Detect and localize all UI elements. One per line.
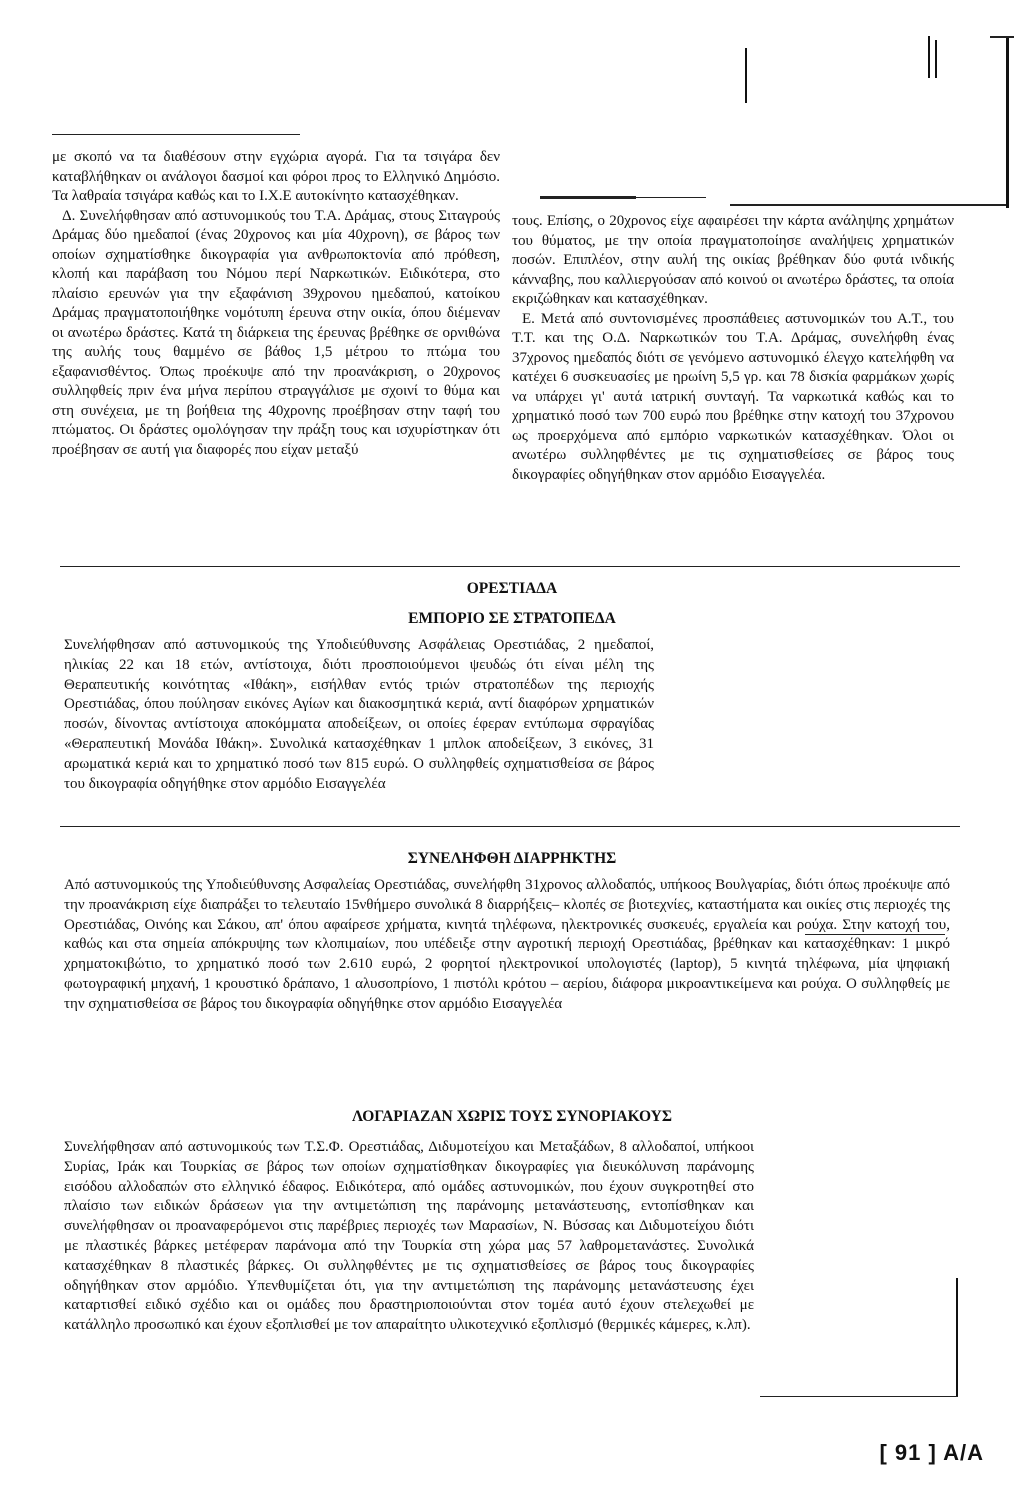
column-rule [636, 197, 706, 198]
section-location: ΟΡΕΣΤΙΑΔΑ [466, 580, 558, 597]
page-number: [ 91 ] [879, 1440, 937, 1465]
section-title: ΣΥΝΕΛΗΦΘΗ ΔΙΑΡΡΗΚΤΗΣ [407, 850, 617, 867]
scan-mark [956, 1278, 958, 1396]
scan-mark [990, 36, 1014, 38]
section-body [64, 1138, 754, 1336]
section-divider [60, 826, 960, 827]
section-title: ΛΟΓΑΡΙΑΖΑΝ ΧΩΡΙΣ ΤΟΥΣ ΣΥΝΟΡΙΑΚΟΥΣ [352, 1108, 672, 1125]
scan-mark [745, 48, 747, 103]
section-text: Συνελήφθησαν από αστυνομικούς των Τ.Σ.Φ. Ορεστιάδας, Διδυμοτείχου και Μεταξάδων, 8 αλλοδαποί, υπήκοοι Συρίας, Ιράκ και Τουρκίας σε βάρος των οποίων σχηματίσθηκαν δικογραφίες για διευκόλυνση παράνομης εισόδου αλλοδαπών στο ελληνικό έδαφος. Ειδικότερα, από ομάδες αστυνομικών, που έχουν συγκροτηθεί στο πλαίσιο των ειδικών δράσεων για την αντιμετώπιση της παράνομης μετανάστευσης, εντοπίσθηκαν και συνελήφθησαν οι προαναφερόμενοι στις παρέβριες περιοχές των Μαρασίων, Ν. Βύσσας και Διδυμοτείχου διότι με πλαστικές βάρκες μετέφεραν παράνομα από την Τουρκία στη χώρα μας 57 λαθρομετανάστες. Συνολικά κατασχέθηκαν 8 πλαστικές βάρκες. Οι συλληφθέντες με τις σχηματισθείσες σε βάρος τους δικογραφίες οδηγήθηκαν στον αρμόδιο. Υπενθυμίζεται ότι, για την αντιμετώπιση της παράνομης μετανάστευσης έχει καταρτισθεί ειδικό σχέδιο και οι ομάδες που δραστηριοποιούνται στον τομέα αυτό έχουν στελεχωθεί με κατάλληλο προσωπικό και έχουν εξοπλισθεί με τον απαραίτητο υλικοτεχνικό εξοπλισμό (θερμικές κάμερες, κ.λπ). [64, 1139, 754, 1334]
section-text: Συνελήφθησαν από αστυνομικούς της Υποδιεύθυνσης Ασφάλειας Ορεστιάδας, 2 ημεδαποί, ηλικίας 22 και 18 ετών, αντίστοιχα, διότι προσποιούμενοι ψευδώς ότι είναι μέλη της Θεραπευτικής κοινότητας «Ιθάκη», εισήλθαν εντός τριών στρατοπέδων της περιοχής Ορεστιάδας, όπου πούλησαν εικόνες Αγίων και διακοσμητικά κεριά, αντί διαφόρων χρηματικών ποσών, δίνοντας αντίστοιχα αποκόμματα αποδείξεων, οι οποίες έφεραν εντύπωμα σφραγίδας «Θεραπευτική Μονάδα Ιθάκη». Συνολικά κατασχέθηκαν 1 μπλοκ αποδείξεων, 3 εικόνες, 31 αρωματικά κεριά και το χρηματικό ποσό των 815 ευρώ. Ο συλληφθείς σχηματισθείσα σε βάρος του δικογραφία οδηγήθηκε στον αρμόδιο Εισαγγελέα [64, 637, 654, 792]
section-divider [60, 566, 960, 567]
right-paragraph: Ε. Μετά από συντονισμένες προσπάθειες αστυνομικών του Α.Τ., του Τ.Τ. και της Ο.Δ. Ναρκωτικών του Τ.Α. Δράμας, συνελήφθη ένας 37χρονος ημεδαπός διότι σε γενόμενο αστυνομικό έλεγχο κατελήφθη να κατέχει 6 συσκευασίες με ηρωίνη 5,5 γρ. και 78 δισκία φαρμάκων χωρίς να υπάρχει γι' αυτά ιατρική συνταγή. Τα ναρκωτικά καθώς και το χρηματικό ποσό των 700 ευρώ που βρέθηκε στην κατοχή του 37χρονου ως προερχόμενα από εμπόριο ναρκωτικών κατασχέθηκαν. Όλοι οι ανωτέρω συλληφθέντες με τις σχηματισθείσες σε βάρος τους δικογραφίες οδηγήθηκαν στον αρμόδιο Εισαγγελέα. [512, 310, 954, 483]
left-column [52, 148, 500, 460]
column-rule [730, 204, 1006, 206]
left-paragraph: Δ. Συνελήφθησαν από αστυνομικούς του Τ.Α. Δράμας, στους Σιταγρούς Δράμας δύο ημεδαποί (ένας 20χρονος και μία 40χρονη), σε βάρος των οποίων σχηματίσθηκε δικογραφία για ανθρωποκτονία από πρόθεση, κλοπή και παράβαση του Νόμου περί Ναρκωτικών. Ειδικότερα, στο πλαίσιο ερευνών για την εξαφάνιση 39χρονου ημεδαπού, κατοίκου Δράμας πραγματοποιήθηκε νομότυπη έρευνα στην οικία, όπου διέμεναν οι ανωτέρω δράστες. Κατά τη διάρκεια της έρευνας βρέθηκε σε ορνιθώνα της αυλής τους θαμμένο σε βάθος 1,5 μέτρου το πτώμα του εξαφανισθέντος. Όπως προέκυψε από την προανάκριση, ο 20χρονος συλληφθείς πριν ένα μήνα περίπου στραγγάλισε με σχοινί το θύμα και στη συνέχεια, με τη βοήθεια της 40χρονης προέβησαν στην ταφή του πτώματος. Οι δράστες ομολόγησαν την πράξη τους και ισχυρίστηκαν ότι προέβησαν σε αυτή για διαφορές που είχαν μεταξύ [52, 207, 500, 458]
section-body [64, 876, 950, 1015]
left-paragraph: με σκοπό να τα διαθέσουν στην εγχώρια αγορά. Για τα τσιγάρα δεν καταβλήθηκαν οι ανάλογοι δασμοί και φόροι προς το Ελληνικό Δημόσιο. Τα λαθραία τσιγάρα καθώς και το Ι.Χ.Ε αυτοκίνητο κατασχέθηκαν. [52, 149, 500, 204]
issue-label: Α/Α [943, 1440, 984, 1465]
page-footer [879, 1440, 984, 1466]
scan-mark [760, 1396, 958, 1397]
section-title: ΕΜΠΟΡΙΟ ΣΕ ΣΤΡΑΤΟΠΕΔΑ [408, 610, 616, 627]
section-text: Από αστυνομικούς της Υποδιεύθυνσης Ασφαλείας Ορεστιάδας, συνελήφθη 31χρονος αλλοδαπός, υπήκοος Βουλγαρίας, διότι όπως προέκυψε από την προανάκριση είχε διαπράξει το τελευταίο 15νθήμερο συνολικά 8 διαρρήξεις– κλοπές σε βιοτεχνίες, καταστήματα και οικίες στις περιοχές της Ορεστιάδας, Οινόης και Σάκου, απ' όπου αφαίρεσε χρήματα, κινητά τηλέφωνα, ηλεκτρονικές συσκευές, εργαλεία και ρούχα. Στην κατοχή του, καθώς και στα σημεία απόκρυψης των κλοπιμαίων, που υπέδειξε στην αγροτική περιοχή Ορεστιάδας, βρέθηκαν και κατασχέθηκαν: 1 μικρό χρηματοκιβώτιο, το χρηματικό ποσό των 2.610 ευρώ, 2 φορητοί ηλεκτρονικοί υπολογιστές (laptop), 5 κινητά τηλέφωνα, μία ψηφιακή φωτογραφική μηχανή, 1 κρουστικό δράπανο, 1 αλυσοπρίονο, 1 πιστόλι κρότου – αερίου, διάφορα μικροαντικείμενα και ρούχα. Ο συλληφθείς με την σχηματισθείσα σε βάρος του δικογραφία οδηγήθηκε στον αρμόδιο Εισαγγελέα [64, 877, 950, 1012]
top-rule [52, 134, 300, 135]
right-paragraph: τους. Επίσης, ο 20χρονος είχε αφαιρέσει την κάρτα ανάληψης χρημάτων του θύματος, με την οποία πραγματοποίησε αναλήψεις χρηματικών ποσών. Επιπλέον, στην αυλή της οικίας βρέθηκαν δύο φυτά ινδικής κάνναβης, που καλλιεργούσαν από κοινού οι ανωτέρω δράστες, τα οποία εκριζώθηκαν και κατασχέθηκαν. [512, 213, 954, 307]
column-rule-thick [540, 196, 636, 199]
section-body [64, 636, 654, 794]
scan-mark [928, 36, 930, 78]
scan-mark [935, 40, 937, 78]
right-column [512, 212, 954, 485]
scan-mark [1006, 36, 1009, 208]
section-divider [805, 934, 945, 935]
